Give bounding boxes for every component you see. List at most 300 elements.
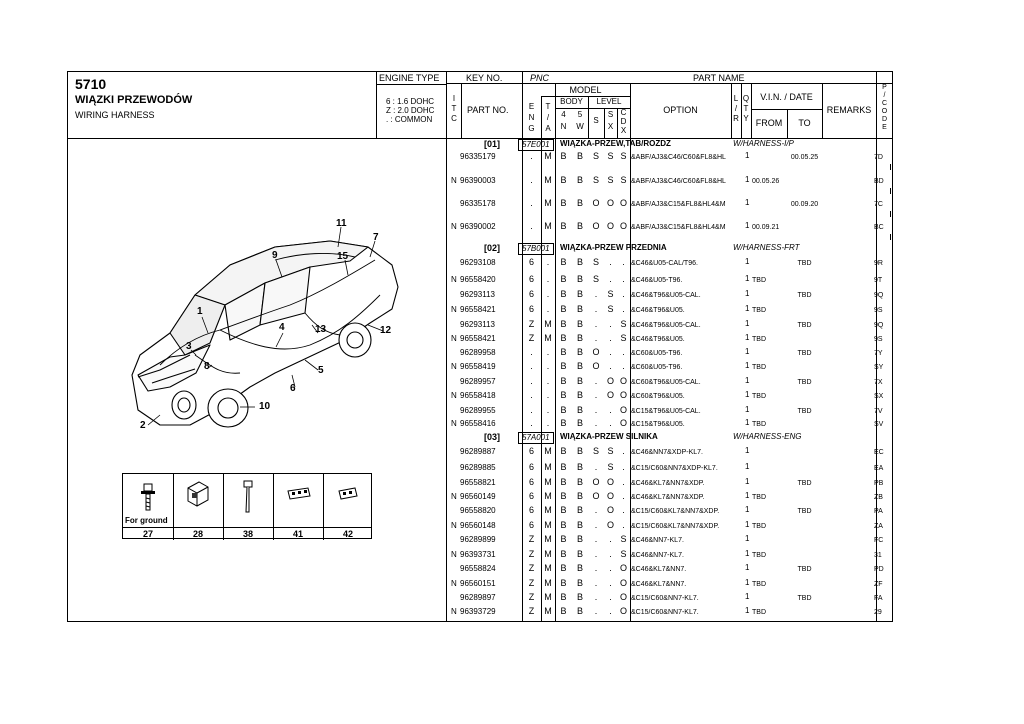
row-level-cdx: O (619, 198, 627, 208)
legend-number-42: 42 (342, 529, 353, 539)
row-ta: M (544, 520, 552, 530)
eng-header-n: N (528, 113, 535, 122)
option-header: OPTION (663, 105, 698, 115)
row-level-s: . (594, 319, 598, 329)
callout-15: 15 (337, 251, 349, 262)
row-level-s: O (592, 491, 600, 501)
level-cdx-c: C (620, 108, 627, 117)
row-body-5w: B (576, 592, 583, 602)
row-qty: 1 (745, 520, 750, 529)
group-key-no: [02] (484, 243, 501, 253)
level-cdx-d: D (620, 117, 627, 126)
row-itc: N (451, 607, 457, 616)
row-part-no: 96289899 (460, 535, 496, 544)
level-cdx-x: X (620, 126, 627, 135)
row-qty: 1 (745, 221, 750, 230)
group-harness-name: W/HARNESS-ENG (733, 432, 802, 441)
row-vin-to: TBD (797, 408, 812, 415)
row-vin-to: 00.05.25 (790, 154, 819, 161)
row-level-s: S (592, 151, 599, 161)
row-body-4n: B (560, 333, 567, 343)
row-body-4n: B (560, 477, 567, 487)
row-level-sx: O (606, 198, 614, 208)
row-level-s: O (592, 221, 600, 231)
title-divider (376, 71, 377, 138)
row-eng: Z (528, 319, 535, 329)
row-ta: . (546, 405, 550, 415)
row-option: &ABF/AJ3&C15&FL8&HL4&M (631, 224, 726, 231)
row-body-5w: B (576, 446, 583, 456)
row-eng: Z (528, 578, 535, 588)
row-body-5w: B (576, 549, 583, 559)
row-itc: N (451, 305, 457, 314)
group-number: 5710 (75, 76, 107, 92)
row-level-s: . (594, 549, 598, 559)
qty-header-y: Y (743, 114, 749, 123)
row-p-code: ZB (874, 494, 883, 501)
row-ta: M (544, 491, 552, 501)
row-eng: 6 (528, 462, 534, 472)
row-part-no: 96293113 (460, 320, 495, 329)
row-level-s: O (592, 477, 600, 487)
row-part-no: 96393731 (460, 550, 496, 559)
row-option: &C46&T96&U05. (631, 336, 685, 343)
lr-header-r: R (733, 114, 739, 123)
row-level-s: S (592, 274, 599, 284)
row-level-cdx: O (619, 405, 627, 415)
row-level-sx: . (609, 418, 612, 428)
row-level-cdx: S (620, 534, 627, 544)
group-harness-name: W/HARNESS-I/P (733, 139, 794, 148)
row-vin-from: TBD (752, 364, 766, 371)
col-divider (876, 71, 877, 622)
row-vin-from: TBD (752, 523, 766, 530)
row-part-no: 96293108 (460, 258, 496, 267)
row-level-sx: . (609, 563, 612, 573)
row-body-4n: B (560, 376, 567, 386)
row-part-no: 96558420 (460, 275, 496, 284)
row-itc: N (451, 275, 457, 284)
row-itc: N (451, 222, 457, 231)
row-level-s: S (592, 175, 599, 185)
engine-code-3: . : COMMON (386, 115, 433, 124)
row-ta: M (544, 578, 552, 588)
row-body-5w: B (576, 606, 583, 616)
row-body-5w: B (576, 520, 583, 530)
row-part-no: 96390003 (460, 176, 496, 185)
row-qty: 1 (745, 549, 750, 558)
row-itc: N (451, 419, 457, 428)
remarks-header: REMARKS (826, 105, 872, 115)
col-divider (461, 83, 462, 138)
row-vin-to: TBD (797, 292, 812, 299)
row-body-5w: B (576, 175, 583, 185)
row-part-no: 96289885 (460, 463, 496, 472)
row-level-sx: . (609, 361, 612, 371)
qty-header-t: T (743, 104, 749, 113)
row-vin-from: TBD (752, 581, 766, 588)
car-wiring-illustration (100, 205, 410, 445)
pcode-header-d: D (881, 116, 888, 123)
row-vin-to: TBD (797, 379, 812, 386)
row-ta: M (544, 505, 552, 515)
group-part-name: WIĄZKA-PRZEW SILNIKA (560, 432, 658, 441)
row-eng: . (530, 198, 533, 208)
row-p-code: BC (874, 224, 884, 231)
row-body-5w: B (576, 418, 583, 428)
callout-10: 10 (259, 401, 271, 412)
row-vin-to: TBD (797, 566, 812, 573)
row-body-5w: B (576, 319, 583, 329)
row-level-cdx: . (622, 477, 625, 487)
lr-header-l: L (733, 94, 739, 103)
row-part-no: 96390002 (460, 222, 496, 231)
itc-header-i: I (452, 94, 456, 103)
row-level-s: . (594, 376, 598, 386)
row-body-4n: B (560, 274, 567, 284)
row-ta: . (546, 347, 550, 357)
legend-ground-label: For ground (125, 516, 168, 525)
row-body-5w: B (576, 289, 583, 299)
row-p-code: 9R (874, 260, 883, 267)
row-p-code: 7Y (874, 350, 883, 357)
row-level-s: S (592, 257, 599, 267)
row-part-no: 96558824 (460, 564, 496, 573)
row-level-s: O (592, 198, 600, 208)
row-level-sx: O (606, 390, 614, 400)
from-header: FROM (755, 118, 783, 128)
row-p-code: 29 (874, 609, 882, 616)
row-level-cdx: . (622, 289, 625, 299)
row-part-no: 96560151 (460, 579, 496, 588)
body-5w-5: 5 (577, 110, 583, 119)
row-option: &C46&NN7-KL7. (631, 537, 684, 544)
row-p-code: 9Q (874, 292, 884, 299)
row-part-no: 96289887 (460, 447, 496, 456)
row-body-4n: B (560, 175, 567, 185)
engine-type-label: ENGINE TYPE (379, 73, 440, 83)
row-body-4n: B (560, 304, 567, 314)
row-option: &C15/C60&NN7&XDP-KL7. (631, 465, 718, 472)
row-level-cdx: O (619, 376, 627, 386)
qty-header-q: Q (742, 94, 750, 103)
row-part-no: 96558418 (460, 391, 496, 400)
row-ta: M (544, 606, 552, 616)
row-qty: 1 (745, 198, 750, 207)
row-option: &ABF/AJ3&C15&FL8&HL4&M (631, 201, 726, 208)
row-p-code: BD (874, 178, 884, 185)
key-no-header: KEY NO. (466, 73, 503, 83)
row-qty: 1 (745, 151, 750, 160)
row-ta: M (544, 175, 552, 185)
row-level-cdx: O (619, 578, 627, 588)
row-level-sx: O (606, 376, 614, 386)
row-itc: N (451, 521, 457, 530)
row-level-cdx: O (619, 221, 627, 231)
row-level-sx: O (606, 477, 614, 487)
row-ta: M (544, 477, 552, 487)
row-body-4n: B (560, 405, 567, 415)
row-body-4n: B (560, 606, 567, 616)
row-ta: . (546, 418, 550, 428)
row-qty: 1 (745, 563, 750, 572)
row-level-cdx: . (622, 462, 625, 472)
row-level-s: . (594, 289, 598, 299)
callout-2: 2 (140, 420, 146, 431)
row-eng: . (530, 405, 533, 415)
callout-5: 5 (318, 365, 324, 376)
row-qty: 1 (745, 505, 750, 514)
eng-header-e: E (528, 102, 535, 111)
group-harness-name: W/HARNESS-FRT (733, 243, 800, 252)
callout-7: 7 (373, 232, 379, 243)
pcode-header-c: C (881, 100, 888, 107)
row-ta: . (546, 390, 550, 400)
row-itc: N (451, 334, 457, 343)
engine-type-underline (376, 84, 446, 85)
row-level-cdx: . (622, 304, 625, 314)
row-level-s: . (594, 333, 598, 343)
row-itc: N (451, 176, 457, 185)
row-qty: 1 (745, 257, 750, 266)
callout-13: 13 (315, 324, 327, 335)
row-level-s: . (594, 462, 598, 472)
row-option: &ABF/AJ3&C46/C60&FL8&HL (631, 154, 726, 161)
row-eng: Z (528, 549, 535, 559)
row-level-s: . (594, 592, 598, 602)
row-body-5w: B (576, 304, 583, 314)
row-body-5w: B (576, 505, 583, 515)
row-p-code: 7X (874, 379, 883, 386)
row-level-cdx: S (620, 151, 627, 161)
row-level-sx: O (606, 221, 614, 231)
lr-header-slash: / (734, 104, 738, 113)
row-level-cdx: S (620, 333, 627, 343)
row-level-sx: . (609, 274, 612, 284)
row-level-cdx: O (619, 418, 627, 428)
row-level-sx: . (609, 606, 612, 616)
row-eng: Z (528, 606, 535, 616)
row-ta: . (546, 257, 550, 267)
row-body-4n: B (560, 534, 567, 544)
row-ta: . (546, 304, 550, 314)
body-5w-w: W (576, 122, 584, 131)
row-option: &C15&T96&U05. (631, 421, 685, 428)
row-p-code: PD (874, 566, 884, 573)
row-part-no: 96560148 (460, 521, 496, 530)
legend-number-28: 28 (192, 529, 203, 539)
row-body-4n: B (560, 418, 567, 428)
row-part-no: 96393729 (460, 607, 496, 616)
row-level-cdx: O (619, 606, 627, 616)
row-qty: 1 (745, 347, 750, 356)
row-p-code: 9Q (874, 322, 884, 329)
row-qty: 1 (745, 289, 750, 298)
row-eng: . (530, 361, 533, 371)
row-p-code: FC (874, 537, 884, 544)
title-english: WIRING HARNESS (75, 110, 155, 120)
clip-connector-icon (185, 480, 211, 508)
row-eng: . (530, 390, 533, 400)
group-pnc: 57B001 (518, 243, 554, 255)
row-p-code: SY (874, 364, 884, 371)
row-vin-from: 00.05.26 (752, 178, 780, 185)
row-level-sx: S (607, 446, 614, 456)
row-part-no: 96558419 (460, 362, 496, 371)
row-qty: 1 (745, 361, 750, 370)
row-option: &C46&T96&U05-CAL. (631, 292, 701, 299)
row-ta: M (544, 198, 552, 208)
row-eng: 6 (528, 505, 534, 515)
row-eng: . (530, 151, 533, 161)
row-option: &C60&U05-T96. (631, 350, 683, 357)
group-part-name: WIĄZKA-PRZEW PRZEDNIA (560, 243, 667, 252)
level-sx-s: S (607, 110, 614, 119)
row-part-no: 96289955 (460, 406, 496, 415)
row-level-sx: . (609, 578, 612, 588)
row-body-4n: B (560, 361, 567, 371)
group-part-name: WIĄZKA-PRZEW,TAB/ROZDZ (560, 139, 671, 148)
row-eng: Z (528, 534, 535, 544)
col-divider (630, 83, 631, 622)
row-eng: . (530, 418, 533, 428)
row-qty: 1 (745, 534, 750, 543)
engine-code-2: Z : 2.0 DOHC (386, 106, 435, 115)
row-part-no: 96558820 (460, 506, 496, 515)
row-part-no: 96293113 (460, 290, 495, 299)
row-level-cdx: . (622, 520, 625, 530)
level-header: LEVEL (596, 97, 622, 106)
row-vin-to: TBD (797, 260, 812, 267)
row-level-s: O (592, 361, 600, 371)
row-vin-from: TBD (752, 336, 766, 343)
row-body-5w: B (576, 221, 583, 231)
row-level-sx: S (607, 175, 614, 185)
row-eng: . (530, 221, 533, 231)
row-p-code: 7D (874, 154, 883, 161)
col-divider (522, 71, 523, 622)
row-body-4n: B (560, 462, 567, 472)
row-vin-to: TBD (797, 595, 812, 602)
row-qty: 1 (745, 319, 750, 328)
row-body-4n: B (560, 289, 567, 299)
row-ta: . (546, 274, 550, 284)
row-body-5w: B (576, 563, 583, 573)
row-body-5w: B (576, 361, 583, 371)
row-body-5w: B (576, 347, 583, 357)
row-body-4n: B (560, 520, 567, 530)
row-level-s: S (592, 446, 599, 456)
row-p-code: PA (874, 508, 883, 515)
row-level-sx: . (609, 534, 612, 544)
row-body-5w: B (576, 405, 583, 415)
row-p-code: 31 (874, 552, 882, 559)
row-itc: N (451, 391, 457, 400)
row-option: &C46&T96&U05-CAL. (631, 322, 701, 329)
row-level-cdx: O (619, 592, 627, 602)
row-qty: 1 (745, 578, 750, 587)
row-part-no: 96289958 (460, 348, 496, 357)
eng-header-g: G (528, 124, 535, 133)
row-vin-from: TBD (752, 421, 766, 428)
row-option: &C46&U05-CAL/T96. (631, 260, 698, 267)
row-level-cdx: . (622, 257, 625, 267)
row-level-cdx: . (622, 361, 625, 371)
row-eng: 6 (528, 257, 534, 267)
row-eng: 6 (528, 274, 534, 284)
row-level-s: . (594, 405, 598, 415)
row-qty: 1 (745, 606, 750, 615)
row-level-sx: . (609, 347, 612, 357)
row-qty: 1 (745, 376, 750, 385)
row-body-4n: B (560, 319, 567, 329)
row-vin-from: TBD (752, 494, 766, 501)
row-level-s: O (592, 347, 600, 357)
harness-clamp-icon (337, 487, 359, 501)
col-divider (555, 83, 556, 622)
row-eng: 6 (528, 491, 534, 501)
row-level-sx: . (609, 549, 612, 559)
row-level-sx: S (607, 462, 614, 472)
row-body-5w: B (576, 462, 583, 472)
row-level-s: . (594, 505, 598, 515)
row-ta: . (546, 376, 550, 386)
row-p-code: 7C (874, 201, 883, 208)
row-option: &C46&NN7-KL7. (631, 552, 684, 559)
row-level-s: . (594, 520, 598, 530)
row-body-5w: B (576, 491, 583, 501)
row-itc: N (451, 579, 457, 588)
row-option: &C46&U05-T96. (631, 277, 683, 284)
row-option: &C15/C60&NN7-KL7. (631, 609, 699, 616)
row-level-sx: O (606, 491, 614, 501)
group-key-no: [01] (484, 139, 501, 149)
level-sx-x: X (607, 122, 614, 131)
row-part-no: 96558421 (460, 334, 496, 343)
row-qty: 1 (745, 491, 750, 500)
row-body-5w: B (576, 477, 583, 487)
legend-label-line (123, 527, 371, 528)
row-qty: 1 (745, 462, 750, 471)
col-divider (751, 83, 752, 138)
model-header: MODEL (569, 85, 602, 95)
row-p-code: PB (874, 480, 884, 487)
row-ta: M (544, 221, 552, 231)
part-name-header: PART NAME (693, 73, 745, 83)
row-option: &C46&KL7&NN7&XDP. (631, 494, 705, 501)
row-qty: 1 (745, 405, 750, 414)
body-header: BODY (560, 97, 583, 106)
row-p-code: 9S (874, 307, 883, 314)
row-body-5w: B (576, 257, 583, 267)
row-ta: . (546, 289, 550, 299)
row-p-code: 7V (874, 408, 883, 415)
row-qty: 1 (745, 333, 750, 342)
level-s: S (593, 116, 599, 125)
row-qty: 1 (745, 274, 750, 283)
row-body-4n: B (560, 491, 567, 501)
row-body-4n: B (560, 198, 567, 208)
row-level-sx: . (609, 405, 612, 415)
row-level-cdx: S (620, 549, 627, 559)
row-option: &C60&U05-T96. (631, 364, 683, 371)
callout-8: 8 (204, 361, 210, 372)
row-level-s: . (594, 418, 598, 428)
row-option: &C15/C60&KL7&NN7&XDP. (631, 523, 720, 530)
row-level-cdx: S (620, 175, 627, 185)
callout-12: 12 (380, 325, 392, 336)
row-eng: Z (528, 563, 535, 573)
